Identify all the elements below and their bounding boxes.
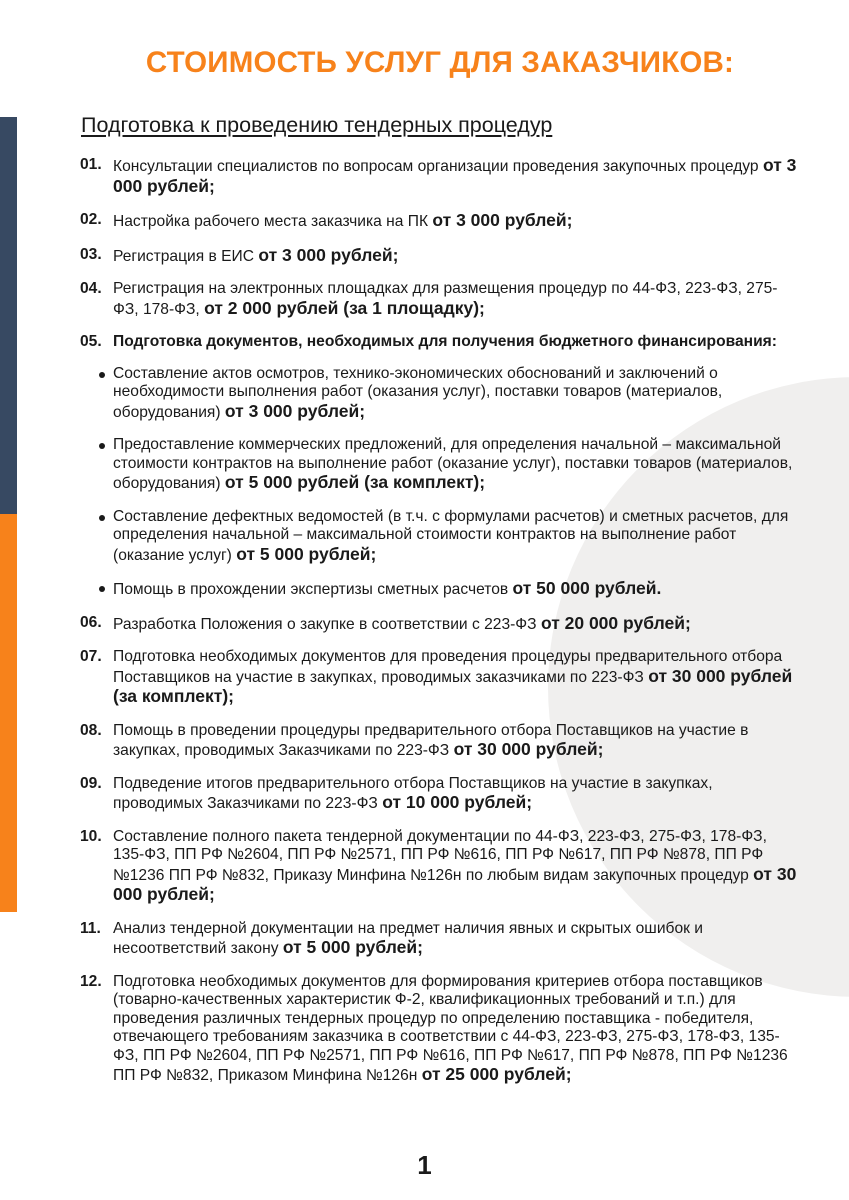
sub-list-item xyxy=(80,508,800,566)
section-subtitle: Подготовка к проведению тендерных процедур xyxy=(81,113,553,137)
item-price: от 5 000 рублей; xyxy=(282,937,423,957)
side-bar-dark xyxy=(0,117,17,514)
list-item-01 xyxy=(80,156,800,197)
item-price: от 20 000 рублей; xyxy=(540,612,691,633)
item-price: от 30 000 рублей; xyxy=(113,863,797,904)
subitem-price: от 3 000 рублей; xyxy=(224,400,366,421)
item-text: Подготовка необходимых документов для проведения процедуры предварительного отбора Поставщиков на участие в закупках, проводимых заказчиками по 223-ФЗ xyxy=(113,648,783,686)
item-number: 03. xyxy=(80,245,102,263)
item-price: от 30 000 рублей; xyxy=(453,739,604,759)
item-text: Разработка Положения о закупке в соответствии с 223-ФЗ xyxy=(113,615,537,633)
list-item-11 xyxy=(80,920,800,959)
list-item-08 xyxy=(80,722,800,761)
bullet-icon xyxy=(99,586,105,592)
item-price: от 3 000 рублей; xyxy=(258,244,399,265)
item-text: Подведение итогов предварительного отбора Поставщиков на участие в закупках, проводимых Заказчиками по 223-ФЗ xyxy=(113,774,713,812)
list-item-10 xyxy=(80,828,800,906)
sub-list xyxy=(113,365,800,600)
item-text: Подготовка необходимых документов для формирования критериев отбора поставщиков (товарно-качественных характеристик Ф-2, квалификационных требований и т.п.) для проведения различных тендерных процедур по определению поставщика - победителя, отвечающего требованиям заказчика в соответствии с 44-ФЗ, 223-ФЗ, 275-ФЗ, 178-ФЗ, 135-ФЗ, ПП РФ №2604, ПП РФ №2571, ПП РФ №616, ПП РФ №617, ПП РФ №878, ПП РФ №1236 ПП РФ №832, Приказом Минфина №126н xyxy=(113,972,788,1084)
item-text: Составление полного пакета тендерной документации по 44-ФЗ, 223-ФЗ, 275-ФЗ, 178-ФЗ, 135-ФЗ, ПП РФ №2604, ПП РФ №2571, ПП РФ №616, ПП РФ №617, ПП РФ №878, ПП РФ №1236 ПП РФ №832, Приказу Минфина №126н по любым видам закупочных процедур xyxy=(113,827,767,884)
item-price: от 2 000 рублей (за 1 площадку); xyxy=(204,297,485,318)
item-number: 10. xyxy=(80,827,102,845)
list-item-02 xyxy=(80,211,800,232)
item-number: 09. xyxy=(80,774,102,792)
bullet-icon xyxy=(99,372,105,378)
subitem-text: Составление дефектных ведомостей (в т.ч. с формулами расчетов) и сметных расчетов, для определения начальной – максимальной стоимости контрактов на выполнение работ (оказание услуг) xyxy=(113,507,789,564)
side-bar-orange xyxy=(0,514,17,912)
item-price: от 25 000 рублей; xyxy=(421,1064,572,1084)
price-list xyxy=(80,156,800,1100)
list-item-12 xyxy=(80,973,800,1086)
item-text: Регистрация в ЕИС xyxy=(113,247,254,265)
page-title: СТОИМОСТЬ УСЛУГ ДЛЯ ЗАКАЗЧИКОВ: xyxy=(145,46,735,79)
item-number: 12. xyxy=(80,972,102,990)
list-item-07 xyxy=(80,648,800,708)
item-text: Настройка рабочего места заказчика на ПК xyxy=(113,213,429,230)
sub-list-item xyxy=(80,365,800,423)
item-price: от 30 000 рублей (за комплект); xyxy=(113,665,793,706)
item-price: от 3 000 рублей; xyxy=(113,155,797,196)
list-item-06 xyxy=(80,614,800,635)
item-number: 11. xyxy=(80,919,101,937)
subitem-text: Предоставление коммерческих предложений, для определения начальной – максимальной стоимости контрактов на выполнение работ (оказание услуг), поставки товаров (материалов, оборудования) xyxy=(113,436,793,492)
sub-list-item xyxy=(80,436,800,494)
item-price: от 3 000 рублей; xyxy=(432,210,573,230)
item-number: 07. xyxy=(80,648,102,665)
subitem-price: от 50 000 рублей. xyxy=(512,578,662,598)
list-item-04 xyxy=(80,280,800,319)
item-text: Подготовка документов, необходимых для получения бюджетного финансирования: xyxy=(113,333,777,350)
page-number: 1 xyxy=(417,1150,432,1180)
item-number: 06. xyxy=(80,613,102,631)
item-number: 05. xyxy=(80,333,102,350)
item-text: Анализ тендерной документации на предмет наличия явных и скрытых ошибок и несоответствий закону xyxy=(113,919,703,957)
subitem-text: Составление актов осмотров, технико-экономических обоснований и заключений о необходимости выполнения работ (оказания услуг), поставки товаров (материалов, оборудования) xyxy=(113,364,723,421)
item-number: 02. xyxy=(80,211,102,228)
sub-list-item xyxy=(80,579,800,600)
list-item-05 xyxy=(80,333,800,600)
list-item-03 xyxy=(80,246,800,267)
subitem-price: от 5 000 рублей; xyxy=(236,543,377,564)
subitem-price: от 5 000 рублей (за комплект); xyxy=(224,472,486,492)
bullet-icon xyxy=(99,515,105,521)
item-number: 08. xyxy=(80,721,102,739)
item-number: 01. xyxy=(80,156,102,173)
list-item-09 xyxy=(80,775,800,814)
item-text: Регистрация на электронных площадках для размещения процедур по 44-ФЗ, 223-ФЗ, 275-ФЗ, 178-ФЗ, xyxy=(113,280,778,318)
item-price: от 10 000 рублей; xyxy=(382,792,533,812)
bullet-icon xyxy=(99,443,105,449)
item-text: Помощь в проведении процедуры предварительного отбора Поставщиков на участие в закупках, проводимых Заказчиками по 223-ФЗ xyxy=(113,721,749,759)
item-number: 04. xyxy=(80,280,102,297)
subitem-text: Помощь в прохождении экспертизы сметных расчетов xyxy=(113,581,509,598)
item-text: Консультации специалистов по вопросам организации проведения закупочных процедур xyxy=(113,158,759,175)
